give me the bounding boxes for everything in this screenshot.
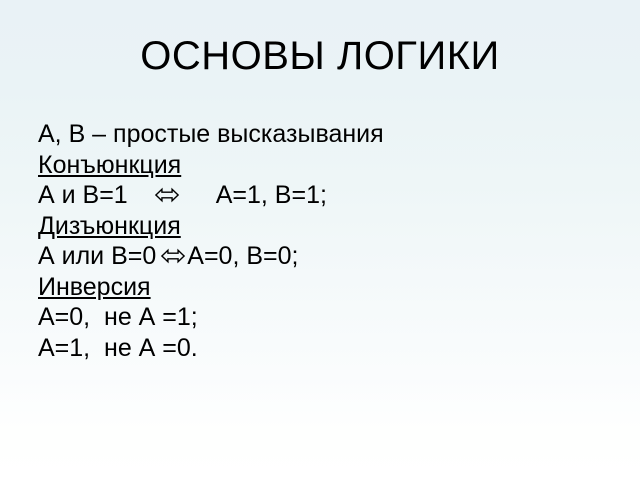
equivalence-arrow-icon	[161, 241, 185, 272]
disjunction-left-expression: А или В=0	[38, 242, 157, 270]
equivalence-arrow-icon	[155, 180, 179, 211]
inversion-heading: Инверсия	[38, 272, 151, 301]
intro-line: А, В – простые высказывания	[38, 120, 384, 148]
conjunction-right-expression: А=1, В=1;	[215, 181, 327, 209]
inversion-case-1: А=0, не А =1;	[38, 303, 198, 331]
inversion-case-2: А=1, не А =0.	[38, 333, 198, 362]
disjunction-formula	[38, 241, 384, 272]
conjunction-left-expression: А и В=1	[38, 181, 128, 209]
disjunction-heading: Дизъюнкция	[38, 211, 181, 240]
disjunction-right-expression: А=0, В=0;	[187, 242, 299, 270]
conjunction-formula	[38, 180, 384, 211]
slide-body	[38, 119, 384, 363]
conjunction-heading: Конъюнкция	[38, 150, 182, 179]
slide-title: ОСНОВЫ ЛОГИКИ	[140, 34, 500, 78]
